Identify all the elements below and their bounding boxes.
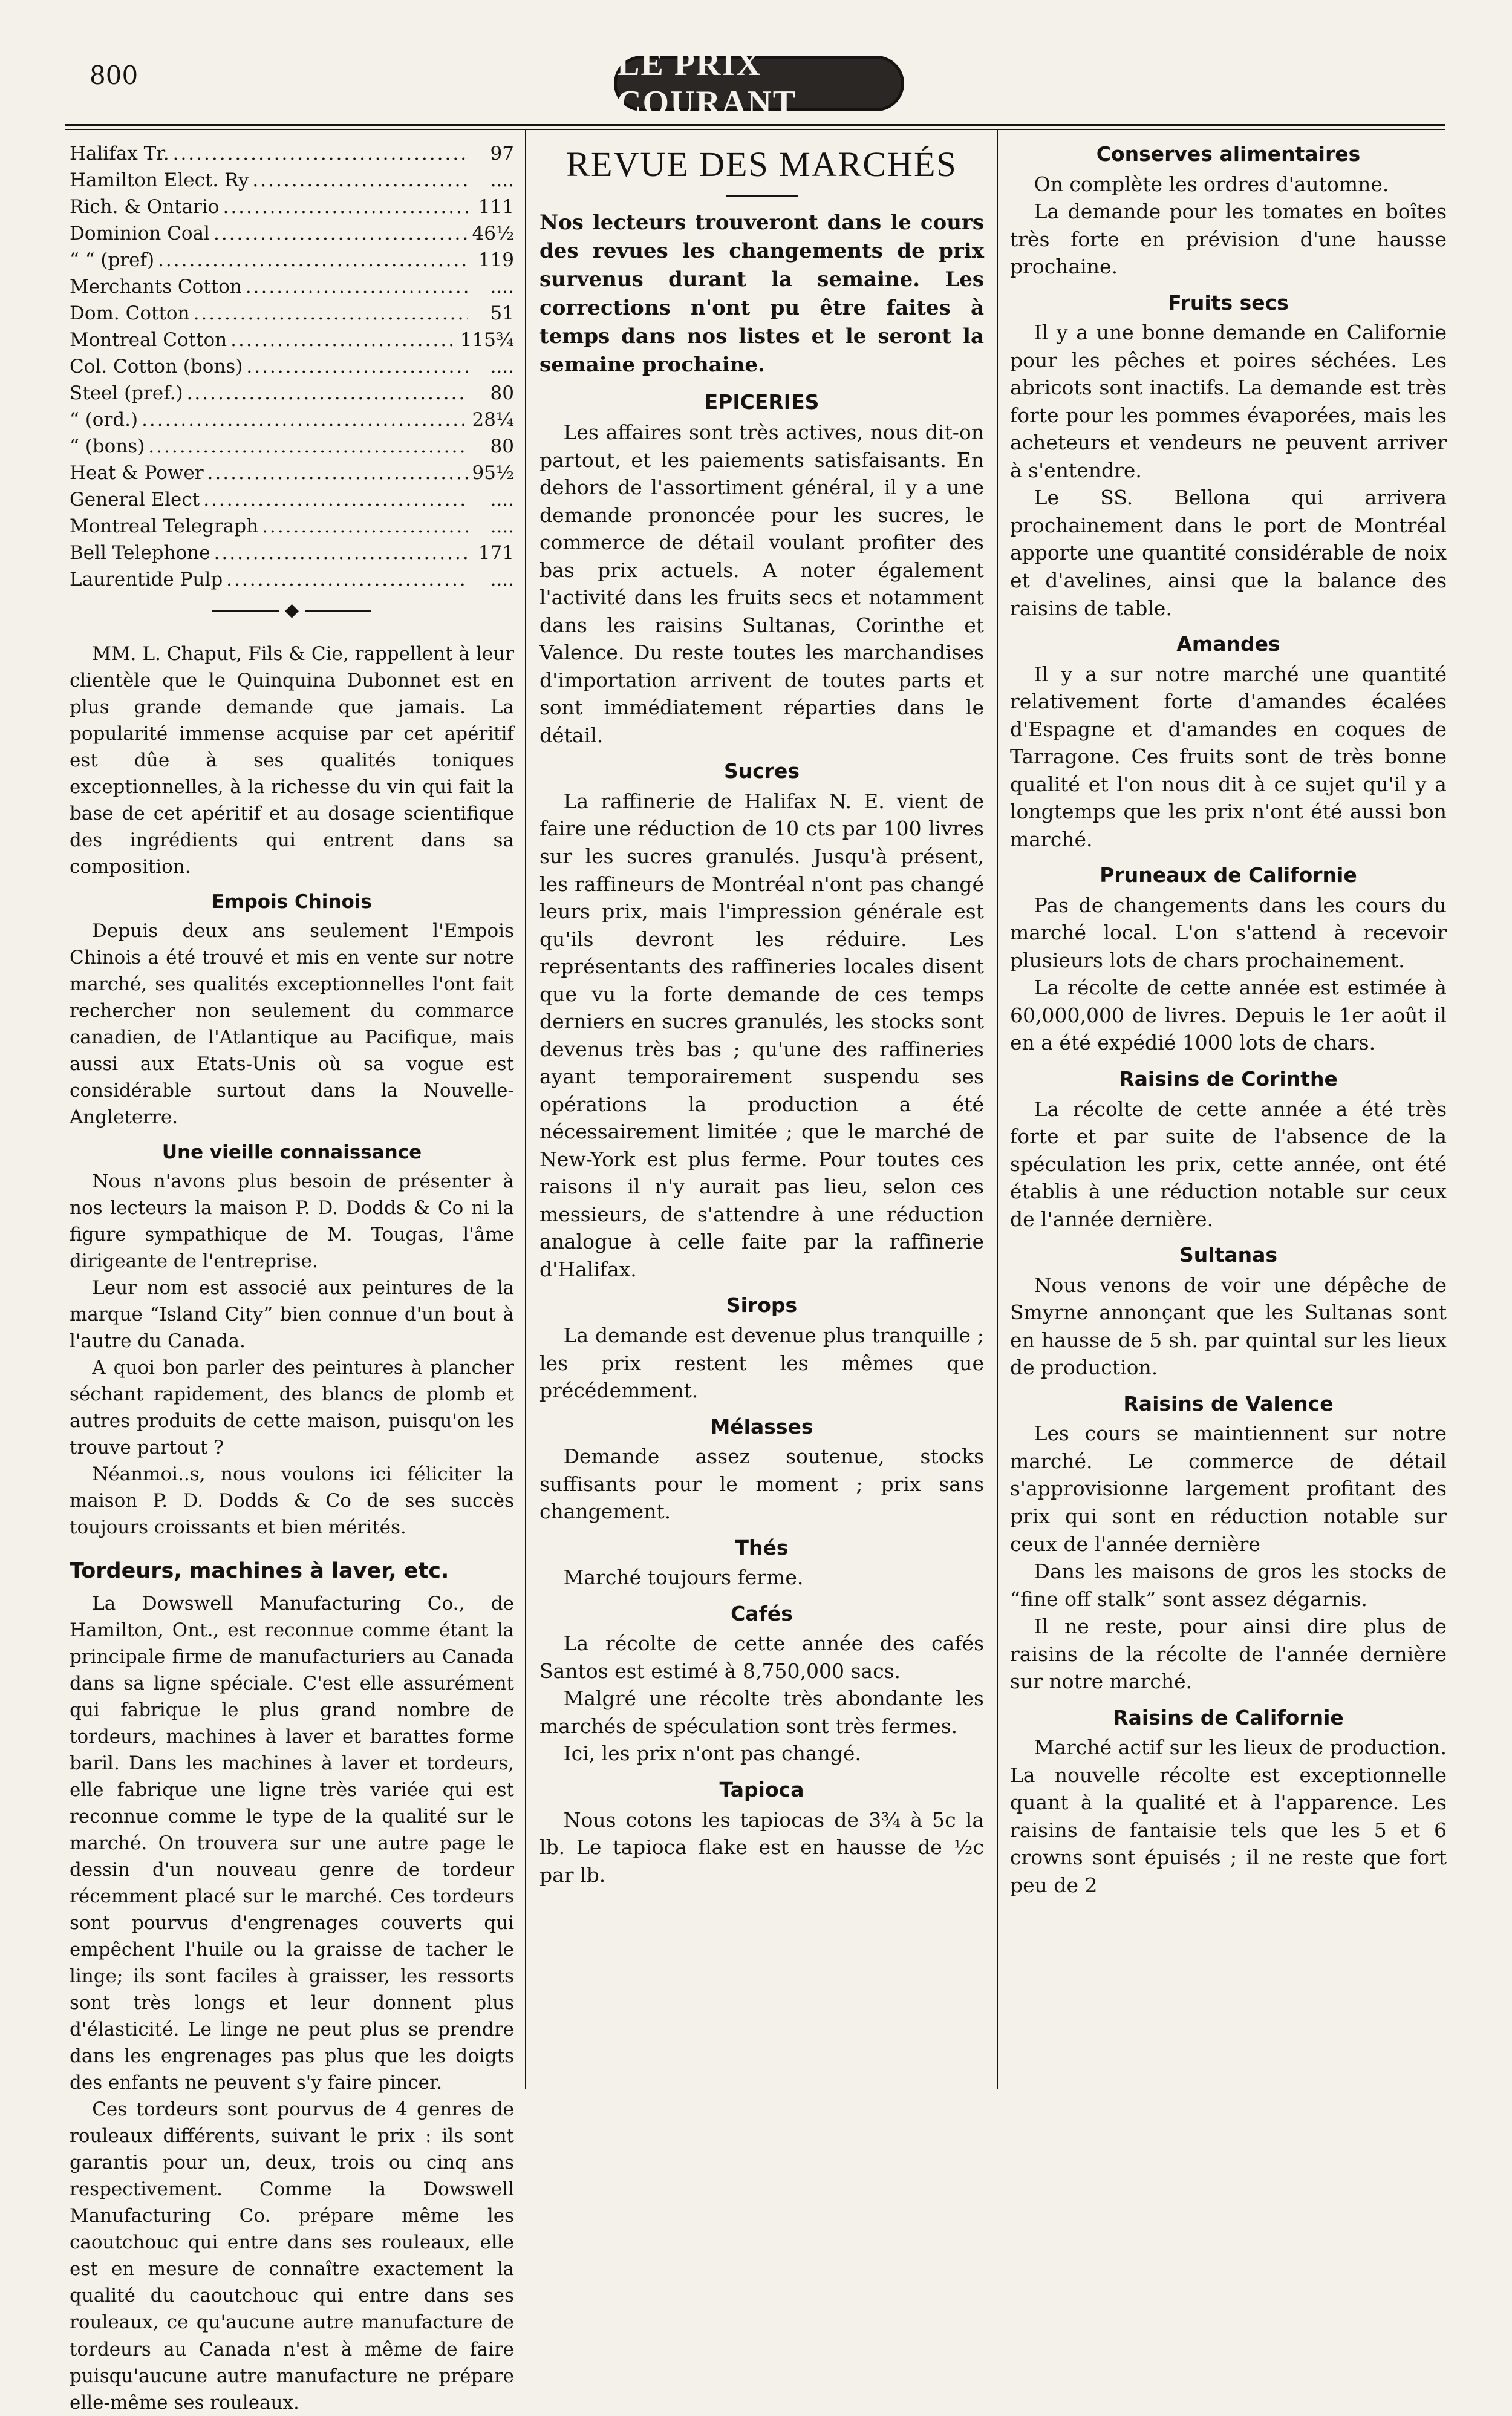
stock-value: 51 [490, 302, 514, 325]
sirops-article: La demande est devenue plus tranquille ; les prix restent les mêmes que précédemment. [539, 1324, 984, 1403]
stock-value: 119 [478, 249, 514, 272]
pruneaux-heading: Pruneaux de Californie [1100, 863, 1357, 887]
page-number: 800 [90, 60, 138, 90]
vieille-paragraph: Leur nom est associé aux peintures de la marque “Island City” bien connue d'un bout à l'autre du Canada. [70, 1277, 514, 1353]
leader-dots [223, 194, 468, 220]
column-2 [539, 140, 984, 1889]
stock-row [70, 167, 514, 194]
stock-row [70, 140, 514, 167]
stock-value: .... [490, 569, 514, 591]
tordeurs-heading: Tordeurs, machines à laver, etc. [70, 1559, 449, 1584]
stock-row [70, 406, 514, 433]
revue-title: REVUE DES MARCHÉS [566, 145, 957, 184]
fruits-paragraph: Il y a une bonne demande en Californie pour les pêches et poires séchées. Les abricots sont inactifs. La demande est très forte pour les pommes évaporées, mais les acheteurs et vendeurs ne peuvent arriver à s'entendre. [1010, 321, 1447, 482]
leader-dots [158, 247, 468, 273]
conserves-heading: Conserves alimentaires [1096, 142, 1361, 166]
leader-dots [207, 460, 468, 486]
leader-dots [187, 380, 468, 406]
stock-name: Montreal Telegraph [70, 515, 259, 538]
tapioca-heading: Tapioca [719, 1777, 804, 1801]
tordeurs-paragraph: Ces tordeurs sont pourvus de 4 genres de rouleaux différents, suivant le prix : ils sont garantis pour un, deux, trois ou cinq ans respectivement. Comme la Dowswell Manufacturing Co. prépare même les caoutchouc qui entre dans ses rouleaux, elle est en mesure de connaître exactement la qualité du caoutchouc qui entre dans ses rouleaux, ce qu'aucune autre manufacture de tordeurs au Canada n'est à même de faire puisqu'aucune autre manufacture ne prépare elle-même ses rouleaux. [70, 2098, 514, 2414]
stock-name: Heat & Power [70, 462, 204, 485]
stock-value: .... [490, 356, 514, 378]
title-rule [726, 195, 798, 197]
sultanas-heading: Sultanas [1179, 1243, 1278, 1267]
sirops-heading: Sirops [726, 1293, 798, 1317]
epiceries-article: Les affaires sont très actives, nous dit-on partout, et les paiements satisfaisants. En dehors de l'assortiment général, il y a une demande prononcée pour les sucres, le commerce de détail voulant profiter des bas prix actuels. A noter également l'activité dans les fruits secs et notamment dans les raisins Sultanas, Corinthe et Valence. Du reste toutes les marchandises d'importation arrivent de toutes parts et sont immédiatement réparties dans le détail. [539, 420, 984, 747]
stock-value: 46½ [472, 223, 514, 245]
masthead-logo: LE PRIX COURANT [614, 56, 904, 111]
leader-dots [252, 167, 468, 194]
sultanas-article: Nous venons de voir une dépêche de Smyrne annonçant que les Sultanas sont en hausse de 5 sh. par quintal sur les lieux de production. [1010, 1273, 1447, 1380]
stock-value: 171 [478, 542, 514, 564]
leader-dots [194, 300, 468, 327]
fruits-heading: Fruits secs [1168, 290, 1289, 315]
valence-paragraph: Dans les maisons de gros les stocks de “fine off stalk” sont assez dégarnis. [1010, 1559, 1447, 1611]
column-divider-2 [997, 129, 998, 2089]
sucres-article: La raffinerie de Halifax N. E. vient de faire une réduction de 10 cts par 100 livres sur les sucres granulés. Jusqu'à présent, les raffineurs de Montréal n'ont pas changé leurs prix, mais l'impression générale est qu'ils devront les réduire. Les représentants des raffineries locales disent que vu la forte demande de ces temps derniers en sucres granulés, les stocks sont devenus très bas ; qu'une des raffineries ayant temporairement suspendu ses opérations la production a été nécessairement limitée ; que le marché de New-York est plus ferme. Pour toutes ces raisons il n'y aurait pas lieu, selon ces messieurs, de s'attendre à une réduction analogue à celle faite par la raffinerie d'Halifax. [539, 789, 984, 1281]
stock-name: “ (bons) [70, 436, 145, 458]
stock-row [70, 194, 514, 220]
stock-value: .... [490, 276, 514, 298]
stock-value: .... [490, 515, 514, 538]
stock-name: Steel (pref.) [70, 382, 183, 405]
tapioca-article: Nous cotons les tapiocas de 3¾ à 5c la lb. Le tapioca flake est en hausse de ½c par lb. [539, 1807, 984, 1887]
stock-name: Col. Cotton (bons) [70, 356, 243, 378]
leader-dots [213, 540, 468, 566]
stock-value: 115¾ [460, 329, 514, 351]
stock-row [70, 247, 514, 273]
stock-row [70, 220, 514, 247]
vieille-heading: Une vieille connaissance [161, 1141, 422, 1164]
californie-heading: Raisins de Californie [1113, 1705, 1344, 1729]
conserves-paragraph: La demande pour les tomates en boîtes très forte en prévision d'une hausse prochaine. [1010, 200, 1447, 279]
vieille-paragraph: A quoi bon parler des peintures à plancher séchant rapidement, des blancs de plomb et autres produits de cette maison, puisqu'on les trouve partout ? [70, 1357, 514, 1459]
leader-dots [230, 327, 457, 353]
stock-name: Rich. & Ontario [70, 196, 220, 218]
californie-article: Marché actif sur les lieux de production. La nouvelle récolte est exceptionnelle quant à la qualité et à l'apparence. Les raisins de fantaisie tels que les 5 et 6 crowns sont épuisés ; il ne reste que fort peu de 2 [1010, 1735, 1447, 1897]
leader-dots [213, 220, 468, 247]
revue-intro: Nos lecteurs trouveront dans le cours des revues les changements de prix survenus durant la semaine. Les corrections n'ont pu être faites à temps dans nos listes et le seront la semaine prochaine. [539, 211, 984, 377]
leader-dots [262, 513, 468, 540]
pruneaux-paragraph: La récolte de cette année est estimée à 60,000,000 de livres. Depuis le 1er août il en a été expédié 1000 lots de chars. [1010, 976, 1447, 1055]
stock-row [70, 433, 514, 460]
stock-name: “ “ (pref) [70, 249, 155, 272]
thes-heading: Thés [735, 1535, 789, 1559]
amandes-article: Il y a sur notre marché une quantité relativement forte d'amandes écalées d'Espagne et d'amandes en coques de Tarragone. Ces fruits sont de très bonne qualité et l'on nous dit à ce sujet qu'il y a longtemps que les prix n'ont été aussi bon marché. [1010, 662, 1447, 851]
stock-row [70, 380, 514, 406]
stock-row [70, 327, 514, 353]
stock-value: 80 [490, 436, 514, 458]
header-rule-thin [65, 129, 1445, 130]
cafes-heading: Cafés [731, 1601, 793, 1625]
ornament-divider: ◆ [70, 598, 514, 624]
stock-row [70, 513, 514, 540]
stock-row [70, 566, 514, 593]
thes-article: Marché toujours ferme. [563, 1566, 804, 1590]
amandes-heading: Amandes [1176, 632, 1280, 656]
stock-row [70, 540, 514, 566]
leader-dots [148, 433, 468, 460]
stock-name: Dom. Cotton [70, 302, 190, 325]
stock-row [70, 460, 514, 486]
stock-quote-list [70, 140, 514, 593]
stock-name: “ (ord.) [70, 409, 138, 431]
melasses-article: Demande assez soutenue, stocks suffisants pour le moment ; prix sans changement. [539, 1445, 984, 1524]
leader-dots [142, 406, 468, 433]
cafes-paragraph: La récolte de cette année des cafés Santos est estimé à 8,750,000 sacs. [539, 1631, 984, 1683]
leader-dots [203, 486, 468, 513]
stock-value: .... [490, 169, 514, 192]
valence-heading: Raisins de Valence [1123, 1391, 1334, 1415]
chaput-article: MM. L. Chaput, Fils & Cie, rappellent à leur clientèle que le Quinquina Dubonnet est en plus grande demande que jamais. La popularité immense acquise par cet apéritif est dûe à ses qualités toniques exceptionnelles, à la richesse du vin qui fait la base de cet apéritif et au dosage scientifique des ingrédients qui entrent dans sa composition. [70, 642, 514, 878]
stock-name: General Elect [70, 489, 200, 511]
valence-paragraph: Il ne reste, pour ainsi dire plus de raisins de la récolte de l'année dernière sur notre marché. [1010, 1614, 1447, 1694]
stock-name: Montreal Cotton [70, 329, 227, 351]
header-rule [65, 124, 1445, 126]
column-1 [70, 140, 514, 2416]
corinthe-article: La récolte de cette année a été très forte et par suite de l'absence de la spéculation les prix, cette année, ont été établis à une réduction notable sur ceux de l'année dernière. [1010, 1097, 1447, 1231]
stock-value: 28¼ [472, 409, 514, 431]
leader-dots [246, 273, 468, 300]
cafes-paragraph: Malgré une récolte très abondante les marchés de spéculation sont très fermes. [539, 1686, 984, 1738]
vieille-paragraph: Nous n'avons plus besoin de présenter à nos lecteurs la maison P. D. Dodds & Co ni la figure sympathique de M. Tougas, l'âme dirigeante de l'entreprise. [70, 1170, 514, 1273]
leader-dots [173, 140, 468, 167]
vieille-paragraph: Néanmoi..s, nous voulons ici féliciter la maison P. D. Dodds & Co de ses succès toujours croissants et bien mérités. [70, 1463, 514, 1539]
valence-paragraph: Les cours se maintiennent sur notre marché. Le commerce de détail s'approvisionne largement profitant des prix qui sont en réduction notable sur ceux de l'année dernière [1010, 1422, 1447, 1556]
epiceries-heading: EPICERIES [704, 390, 820, 414]
cafes-paragraph: Ici, les prix n'ont pas changé. [563, 1742, 861, 1766]
stock-value: 97 [490, 143, 514, 165]
empois-article: Depuis deux ans seulement l'Empois Chinois a été trouvé et mis en vente sur notre marché, ses qualités exceptionnelles l'ont fait rechercher non seulement du commarce canadien, de l'Atlantique au Pacifique, mais aussi aux Etats-Unis où sa vogue est considérable surtout dans la Nouvelle-Angleterre. [70, 920, 514, 1129]
stock-value: 111 [478, 196, 514, 218]
stock-value: 80 [490, 382, 514, 405]
stock-name: Dominion Coal [70, 223, 210, 245]
empois-heading: Empois Chinois [212, 891, 372, 913]
pruneaux-paragraph: Pas de changements dans les cours du marché local. L'on s'attend à recevoir plusieurs lots de chars prochainement. [1010, 893, 1447, 972]
melasses-heading: Mélasses [710, 1414, 813, 1438]
stock-name: Laurentide Pulp [70, 569, 223, 591]
stock-value: 95½ [472, 462, 514, 485]
stock-row [70, 486, 514, 513]
tordeurs-paragraph: La Dowswell Manufacturing Co., de Hamilton, Ont., est reconnue comme étant la principale firme de manufacturiers au Canada dans sa ligne spéciale. C'est elle assurément qui fabrique le plus grand nombre de tordeurs, machines à laver et barattes forme baril. Dans les machines à laver et tordeurs, elle fabrique une ligne très variée qui est reconnue comme le type de la qualité sur le marché. On trouvera sur une autre page le dessin d'un nouveau genre de tordeur récemment placé sur le marché. Ces tordeurs sont pourvus d'engrenages couverts qui empêchent l'huile ou la graisse de tacher le linge; ils sont faciles à graisser, les ressorts sont très longs et leur donnent plus d'élasticité. Le linge ne peut plus se prendre dans les engrenages pas plus que les doigts des enfants ne peuvent s'y faire pincer. [70, 1593, 514, 2094]
stock-name: Bell Telephone [70, 542, 210, 564]
fruits-paragraph: Le SS. Bellona qui arrivera prochainement dans le port de Montréal apporte une quantité considérable de noix et d'avelines, ainsi que la balance des raisins de table. [1010, 486, 1447, 620]
stock-name: Halifax Tr. [70, 143, 169, 165]
column-divider-1 [525, 129, 526, 2089]
column-3 [1010, 140, 1447, 1899]
stock-name: Merchants Cotton [70, 276, 242, 298]
stock-value: .... [490, 489, 514, 511]
stock-name: Hamilton Elect. Ry [70, 169, 249, 192]
stock-row [70, 300, 514, 327]
stock-row [70, 273, 514, 300]
leader-dots [226, 566, 468, 593]
corinthe-heading: Raisins de Corinthe [1119, 1067, 1338, 1091]
conserves-paragraph: On complète les ordres d'automne. [1034, 172, 1389, 196]
sucres-heading: Sucres [723, 759, 800, 783]
leader-dots [246, 353, 468, 380]
stock-row [70, 353, 514, 380]
